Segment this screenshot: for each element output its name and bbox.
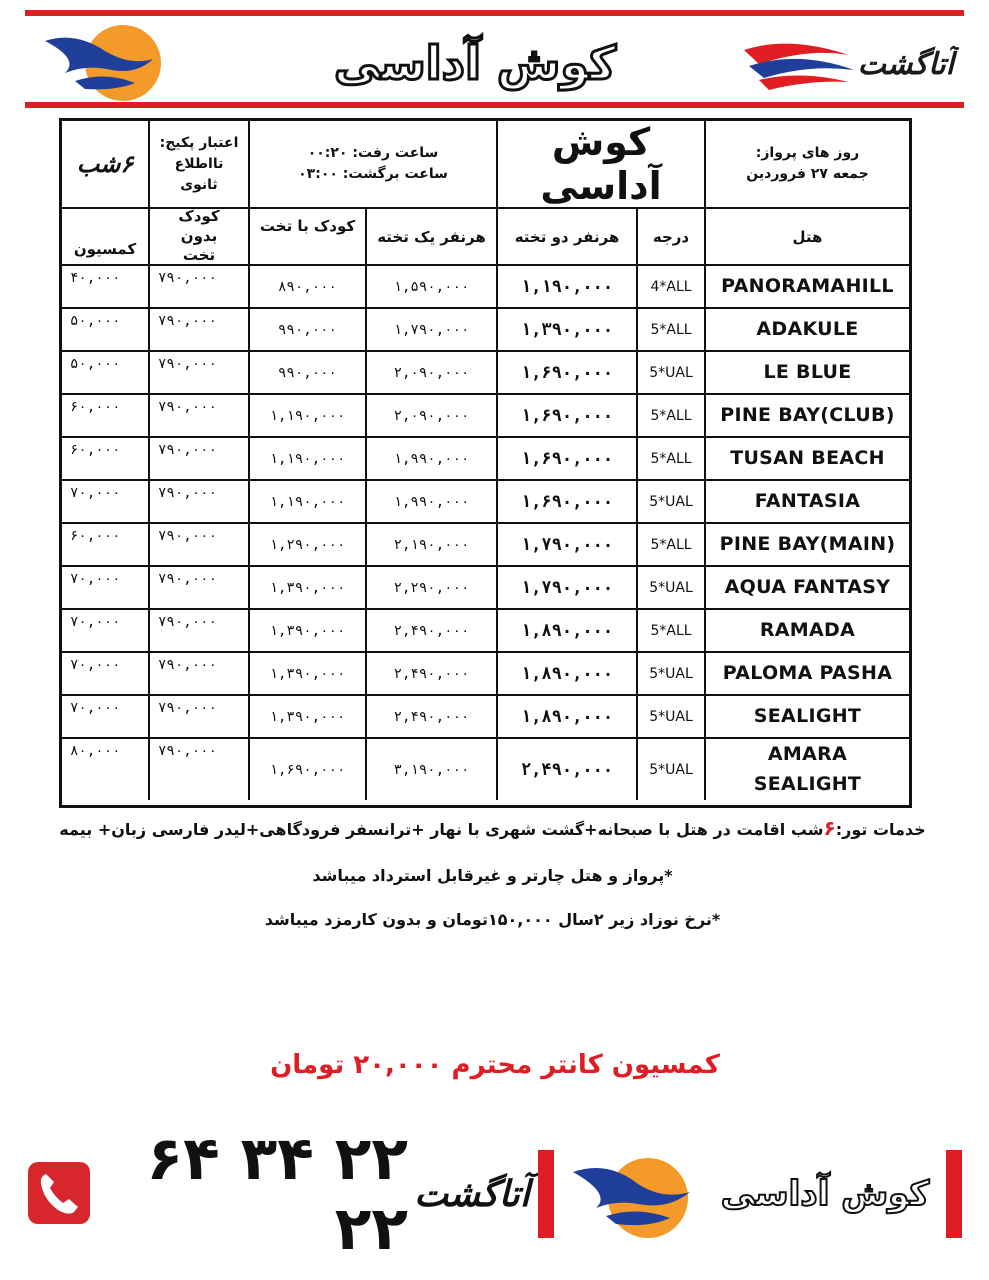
cell-value: ۶۰,۰۰۰ <box>70 399 121 415</box>
cell-child-bed <box>250 696 367 739</box>
cell-value: ۱,۷۹۰,۰۰۰ <box>520 577 614 598</box>
price-table <box>59 118 912 808</box>
cell-hotel <box>706 610 909 653</box>
cell-value: ۲,۰۹۰,۰۰۰ <box>393 364 470 381</box>
cell-child-no-bed <box>150 739 250 800</box>
cell-commission <box>62 653 150 696</box>
footer-banner <box>20 1124 968 1264</box>
bird-logo-icon <box>35 21 175 103</box>
cell-value: 5*ALL <box>650 407 692 424</box>
nights-label: ۶شب <box>76 150 134 178</box>
cell-commission <box>62 739 150 800</box>
cell-child-no-bed <box>150 524 250 567</box>
cell-double <box>498 481 638 524</box>
cell-value: ۲,۴۹۰,۰۰۰ <box>393 665 470 682</box>
cell-single <box>367 524 498 567</box>
cell-grade <box>638 524 706 567</box>
hotel-name: TUSAN BEACH <box>730 446 885 469</box>
cell-hotel <box>706 567 909 610</box>
flight-days-label: روز های پرواز: <box>755 145 860 161</box>
cell-value: ۱,۷۹۰,۰۰۰ <box>393 321 470 338</box>
cell-value: ۱,۷۹۰,۰۰۰ <box>520 534 614 555</box>
cell-single <box>367 653 498 696</box>
cell-double <box>498 696 638 739</box>
cell-commission <box>62 352 150 395</box>
cell-value: 5*UAL <box>649 364 693 381</box>
cell-double <box>498 610 638 653</box>
cell-value: 5*UAL <box>649 493 693 510</box>
departure-time: ساعت رفت: ۰۰:۲۰ <box>307 145 439 161</box>
hotel-name: RAMADA <box>759 618 856 641</box>
cell-value: ۱,۱۹۰,۰۰۰ <box>269 450 346 467</box>
cell-child-bed <box>250 524 367 567</box>
phone-number[interactable]: ۲۲ ۳۴ ۶۴ ۲۲ <box>146 1124 408 1264</box>
cell-value: ۱,۸۹۰,۰۰۰ <box>520 620 614 641</box>
cell-value: 5*UAL <box>649 708 693 725</box>
hotel-name: AQUA FANTASY <box>724 575 891 598</box>
cell-value: ۳,۱۹۰,۰۰۰ <box>393 761 470 778</box>
cell-value: ۷۹۰,۰۰۰ <box>158 528 218 544</box>
cell-hotel <box>706 524 909 567</box>
cell-grade <box>638 567 706 610</box>
cell-value: ۱,۱۹۰,۰۰۰ <box>269 407 346 424</box>
col-double: هرنفر دو تخته <box>498 209 638 266</box>
cell-double <box>498 567 638 610</box>
header-title: کوش آداسی <box>334 36 616 90</box>
cell-double <box>498 309 638 352</box>
cell-value: ۸۹۰,۰۰۰ <box>277 278 337 295</box>
cell-value: 5*UAL <box>649 761 693 778</box>
cell-hotel <box>706 438 909 481</box>
cell-commission <box>62 309 150 352</box>
cell-value: ۲,۰۹۰,۰۰۰ <box>393 407 470 424</box>
cell-value: ۲,۴۹۰,۰۰۰ <box>520 759 614 780</box>
cell-child-bed <box>250 309 367 352</box>
cell-value: ۷۹۰,۰۰۰ <box>158 399 218 415</box>
footer-brand-name: آتاگشت <box>414 1173 530 1215</box>
cell-value: ۱,۸۹۰,۰۰۰ <box>520 706 614 727</box>
cell-commission <box>62 395 150 438</box>
cell-value: ۸۰,۰۰۰ <box>70 743 121 759</box>
hotel-name: SEALIGHT <box>753 704 862 727</box>
cell-value: ۷۰,۰۰۰ <box>70 571 121 587</box>
cell-value: ۵۰,۰۰۰ <box>70 313 121 329</box>
cell-single <box>367 696 498 739</box>
cell-value: ۱,۶۹۰,۰۰۰ <box>520 491 614 512</box>
cell-grade <box>638 696 706 739</box>
cell-value: ۷۹۰,۰۰۰ <box>158 571 218 587</box>
cell-single <box>367 266 498 309</box>
cell-value: ۷۰,۰۰۰ <box>70 485 121 501</box>
cell-value: ۱,۹۹۰,۰۰۰ <box>393 450 470 467</box>
cell-commission <box>62 438 150 481</box>
cell-value: ۱,۸۹۰,۰۰۰ <box>520 663 614 684</box>
cell-grade <box>638 352 706 395</box>
cell-value: ۷۹۰,۰۰۰ <box>158 270 218 286</box>
cell-commission <box>62 610 150 653</box>
cell-hotel <box>706 309 909 352</box>
cell-child-bed <box>250 266 367 309</box>
cell-value: 5*ALL <box>650 622 692 639</box>
cell-single <box>367 481 498 524</box>
cell-value: ۱,۶۹۰,۰۰۰ <box>520 362 614 383</box>
cell-hotel <box>706 266 909 309</box>
cell-value: ۱,۱۹۰,۰۰۰ <box>269 493 346 510</box>
cell-double <box>498 352 638 395</box>
cell-child-no-bed <box>150 653 250 696</box>
brand-logo-icon <box>739 30 959 96</box>
cell-child-no-bed <box>150 352 250 395</box>
cell-value: ۱,۱۹۰,۰۰۰ <box>520 276 614 297</box>
cell-hotel <box>706 696 909 739</box>
cell-commission <box>62 696 150 739</box>
cell-single <box>367 309 498 352</box>
cell-single <box>367 567 498 610</box>
cell-value: ۱,۲۹۰,۰۰۰ <box>269 536 346 553</box>
col-commission: کمسیون <box>62 209 150 266</box>
flight-days-cell <box>706 121 909 209</box>
cell-single <box>367 438 498 481</box>
cell-child-no-bed <box>150 395 250 438</box>
cell-hotel <box>706 352 909 395</box>
cell-value: ۹۹۰,۰۰۰ <box>277 321 337 338</box>
cell-value: ۲,۱۹۰,۰۰۰ <box>393 536 470 553</box>
validity-label: اعتبار پکیج: تااطلاع ثانوی <box>159 134 239 193</box>
cell-value: 4*ALL <box>650 278 692 295</box>
cell-single <box>367 395 498 438</box>
tour-services-note: خدمات تور:۶شب اقامت در هتل با صبحانه+گشت شهری با نهار +ترانسفر فرودگاهی+لیدر فارسی زبان+ بیمه <box>59 816 926 840</box>
cell-double <box>498 524 638 567</box>
cell-value: ۵۰,۰۰۰ <box>70 356 121 372</box>
hotel-name: PALOMA PASHA <box>722 661 893 684</box>
cell-child-no-bed <box>150 696 250 739</box>
cell-single <box>367 739 498 800</box>
cell-value: ۷۹۰,۰۰۰ <box>158 485 218 501</box>
cell-value: ۷۰,۰۰۰ <box>70 700 121 716</box>
cell-value: 5*UAL <box>649 579 693 596</box>
cell-child-bed <box>250 395 367 438</box>
cell-value: ۱,۶۹۰,۰۰۰ <box>269 761 346 778</box>
cell-grade <box>638 395 706 438</box>
cell-grade <box>638 438 706 481</box>
cell-grade <box>638 653 706 696</box>
cell-value: ۱,۳۹۰,۰۰۰ <box>520 319 614 340</box>
cell-hotel <box>706 481 909 524</box>
cell-value: ۷۰,۰۰۰ <box>70 657 121 673</box>
cell-child-bed <box>250 567 367 610</box>
cell-value: ۲,۴۹۰,۰۰۰ <box>393 622 470 639</box>
cell-value: ۹۹۰,۰۰۰ <box>277 364 337 381</box>
cell-value: ۱,۳۹۰,۰۰۰ <box>269 708 346 725</box>
cell-double <box>498 395 638 438</box>
cell-value: ۱,۳۹۰,۰۰۰ <box>269 579 346 596</box>
cell-child-no-bed <box>150 567 250 610</box>
cell-hotel <box>706 395 909 438</box>
hotel-name: PINE BAY(CLUB) <box>720 403 895 426</box>
flight-time-cell <box>250 121 498 209</box>
cell-value: 5*ALL <box>650 536 692 553</box>
cell-value: ۴۰,۰۰۰ <box>70 270 121 286</box>
cell-double <box>498 266 638 309</box>
flight-days-value: جمعه ۲۷ فروردین <box>746 166 869 182</box>
cell-single <box>367 352 498 395</box>
cell-child-no-bed <box>150 610 250 653</box>
cell-value: 5*ALL <box>650 321 692 338</box>
cell-value: ۱,۶۹۰,۰۰۰ <box>520 448 614 469</box>
cell-value: ۲,۲۹۰,۰۰۰ <box>393 579 470 596</box>
hotel-name: ADAKULE <box>756 317 859 340</box>
cell-child-bed <box>250 481 367 524</box>
counter-commission-note: کمسیون کانتر محترم ۲۰,۰۰۰ تومان <box>270 1050 720 1080</box>
cell-child-no-bed <box>150 438 250 481</box>
cell-value: 5*ALL <box>650 450 692 467</box>
cell-child-no-bed <box>150 309 250 352</box>
return-time: ساعت برگشت: ۰۳:۰۰ <box>298 166 448 182</box>
hotel-name: PINE BAY(MAIN) <box>719 532 896 555</box>
header-banner <box>25 10 964 108</box>
cell-commission <box>62 524 150 567</box>
cell-double <box>498 739 638 800</box>
cell-value: ۷۰,۰۰۰ <box>70 614 121 630</box>
cell-child-bed <box>250 739 367 800</box>
cell-double <box>498 653 638 696</box>
cell-value: ۷۹۰,۰۰۰ <box>158 700 218 716</box>
cell-value: ۲,۴۹۰,۰۰۰ <box>393 708 470 725</box>
cell-single <box>367 610 498 653</box>
footer-title: کوش آداسی <box>720 1174 930 1214</box>
charter-note: *پرواز و هتل چارتر و غیرقابل استرداد میباشد <box>312 866 673 885</box>
hotel-name: LE BLUE <box>763 360 852 383</box>
col-grade: درجه <box>638 209 706 266</box>
cell-child-bed <box>250 352 367 395</box>
cell-value: ۱,۳۹۰,۰۰۰ <box>269 665 346 682</box>
divider-bar <box>946 1150 962 1238</box>
cell-value: ۷۹۰,۰۰۰ <box>158 743 218 759</box>
cell-double <box>498 438 638 481</box>
cell-child-no-bed <box>150 266 250 309</box>
hotel-name: AMARA SEALIGHT <box>753 743 862 795</box>
cell-value: ۷۹۰,۰۰۰ <box>158 657 218 673</box>
cell-value: ۷۹۰,۰۰۰ <box>158 313 218 329</box>
cell-grade <box>638 739 706 800</box>
cell-grade <box>638 481 706 524</box>
cell-value: ۶۰,۰۰۰ <box>70 528 121 544</box>
validity-cell <box>150 121 250 209</box>
col-hotel: هتل <box>706 209 909 266</box>
hotel-name: FANTASIA <box>754 489 861 512</box>
cell-value: ۱,۳۹۰,۰۰۰ <box>269 622 346 639</box>
cell-grade <box>638 266 706 309</box>
cell-commission <box>62 481 150 524</box>
cell-child-no-bed <box>150 481 250 524</box>
cell-value: ۷۹۰,۰۰۰ <box>158 614 218 630</box>
cell-value: ۷۹۰,۰۰۰ <box>158 356 218 372</box>
cell-hotel <box>706 739 909 800</box>
nights-cell <box>62 121 150 209</box>
cell-value: 5*UAL <box>649 665 693 682</box>
cell-value: ۱,۵۹۰,۰۰۰ <box>393 278 470 295</box>
cell-child-bed <box>250 438 367 481</box>
destination-cell <box>498 121 706 209</box>
phone-icon <box>28 1162 90 1224</box>
cell-value: ۱,۹۹۰,۰۰۰ <box>393 493 470 510</box>
brand-name: آتاگشت <box>857 47 954 82</box>
cell-value: ۶۰,۰۰۰ <box>70 442 121 458</box>
col-child-bed: کودک با تخت <box>250 209 367 266</box>
cell-commission <box>62 266 150 309</box>
divider-bar <box>538 1150 554 1238</box>
bird-logo-icon <box>568 1150 708 1240</box>
cell-hotel <box>706 653 909 696</box>
cell-value: ۱,۶۹۰,۰۰۰ <box>520 405 614 426</box>
col-single: هرنفر یک تخته <box>367 209 498 266</box>
infant-note: *نرخ نوزاد زیر ۲سال ۱۵۰,۰۰۰تومان و بدون کارمزد میباشد <box>264 910 721 929</box>
col-child-no-bed: کودک بدون تخت <box>150 209 250 266</box>
cell-child-bed <box>250 653 367 696</box>
cell-value: ۷۹۰,۰۰۰ <box>158 442 218 458</box>
cell-child-bed <box>250 610 367 653</box>
services-nights: ۶ <box>823 816 836 840</box>
cell-grade <box>638 610 706 653</box>
cell-grade <box>638 309 706 352</box>
cell-commission <box>62 567 150 610</box>
destination-title: کوش آداسی <box>540 120 662 208</box>
hotel-name: PANORAMAHILL <box>721 274 894 297</box>
